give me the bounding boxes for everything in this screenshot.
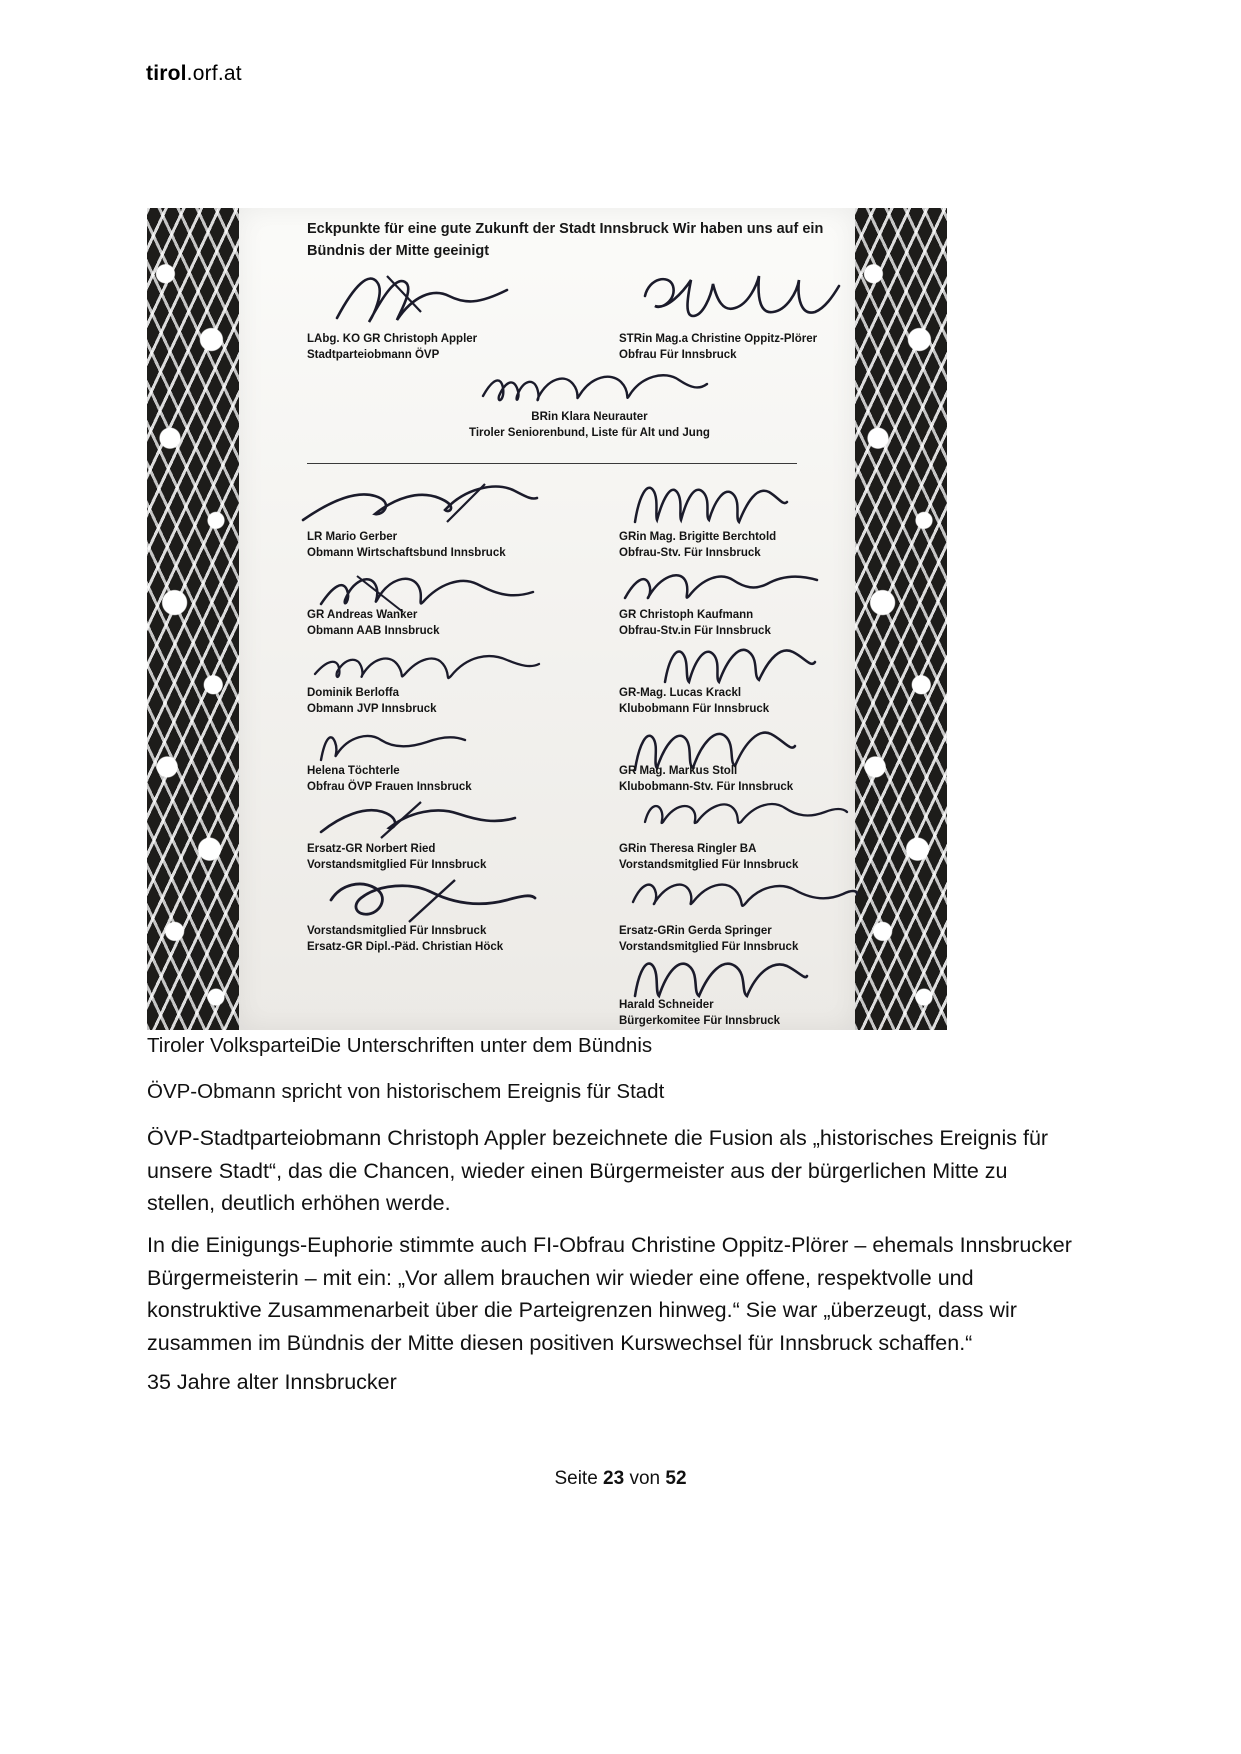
document-heading bbox=[307, 218, 855, 263]
signature-mark bbox=[639, 266, 844, 328]
signatory-name: Ersatz-GRin Gerda Springer bbox=[619, 925, 772, 937]
signatory-role: Obfrau ÖVP Frauen Innsbruck bbox=[307, 780, 472, 793]
signatory-block bbox=[469, 410, 710, 441]
signatory-role: Obmann AAB Innsbruck bbox=[307, 624, 440, 637]
signatory-name: Dominik Berloffa bbox=[307, 687, 400, 699]
paper-sheet bbox=[239, 208, 855, 1030]
signatory-name: Vorstandsmitglied Für Innsbruck bbox=[307, 925, 487, 937]
footer-current-page: 23 bbox=[603, 1468, 625, 1489]
signatory-name: GR-Mag. Lucas Krackl bbox=[619, 687, 742, 699]
signatory-name: BRin Klara Neurauter bbox=[531, 411, 648, 423]
signatory-role: Ersatz-GR Dipl.-Päd. Christian Höck bbox=[307, 940, 504, 953]
signatory-name: GR Mag. Markus Stoll bbox=[619, 765, 738, 777]
signature-mark bbox=[299, 480, 539, 528]
article-paragraph-3: 35 Jahre alter Innsbrucker bbox=[147, 1370, 397, 1394]
page-footer bbox=[0, 1468, 1241, 1490]
signatory-block bbox=[307, 686, 437, 717]
image-caption: Tiroler VolksparteiDie Unterschriften unter dem Bündnis bbox=[147, 1034, 653, 1057]
signature-mark bbox=[317, 800, 517, 842]
signatory-role: Vorstandsmitglied Für Innsbruck bbox=[619, 858, 799, 871]
signature-mark bbox=[639, 794, 849, 836]
horizontal-divider bbox=[307, 463, 797, 464]
signatory-name: GR Andreas Wanker bbox=[307, 609, 418, 621]
signature-mark bbox=[629, 476, 789, 528]
article-paragraph-1: ÖVP-Stadtparteiobmann Christoph Appler bezeichnete die Fusion als „historisches Ereignis für unsere Stadt“, das die Chancen, wieder einen Bürgermeister aus der bürgerlichen Mitte zu stellen, deutlich erhöhen werde. bbox=[147, 1126, 1049, 1216]
footer-middle: von bbox=[629, 1468, 661, 1489]
lace-pattern-left bbox=[147, 208, 239, 1030]
signatory-role: Obfrau-Stv. Für Innsbruck bbox=[619, 546, 761, 559]
signatory-block bbox=[619, 608, 771, 639]
signatory-role: Obmann JVP Innsbruck bbox=[307, 702, 437, 715]
signatory-name: STRin Mag.a Christine Oppitz-Plörer bbox=[619, 333, 818, 345]
site-label bbox=[146, 62, 242, 86]
signatory-role: Vorstandsmitglied Für Innsbruck bbox=[619, 940, 799, 953]
signatory-name: LAbg. KO GR Christoph Appler bbox=[307, 333, 478, 345]
signatory-block bbox=[307, 530, 506, 561]
document-heading-line-1: Eckpunkte für eine gute Zukunft der Stadt Innsbruck bbox=[307, 221, 669, 237]
signatory-role: Klubobmann Für Innsbruck bbox=[619, 702, 770, 715]
signature-mark bbox=[629, 952, 809, 1000]
signatory-name: LR Mario Gerber bbox=[307, 531, 398, 543]
signatory-block bbox=[619, 686, 769, 717]
signatory-name: Ersatz-GR Norbert Ried bbox=[307, 843, 436, 855]
signatory-role: Bürgerkomitee Für Innsbruck bbox=[619, 1014, 781, 1027]
signatory-block bbox=[307, 842, 486, 873]
signatory-block bbox=[307, 924, 503, 955]
site-label-bold: tirol bbox=[146, 62, 187, 85]
signatory-role: Obfrau-Stv.in Für Innsbruck bbox=[619, 624, 771, 637]
signature-document-photo bbox=[147, 208, 947, 1030]
signatory-role: Vorstandsmitglied Für Innsbruck bbox=[307, 858, 487, 871]
signature-mark bbox=[659, 638, 819, 688]
signature-mark bbox=[621, 566, 821, 612]
signatory-block bbox=[307, 764, 472, 795]
signatory-block bbox=[619, 924, 798, 955]
signature-mark bbox=[327, 878, 537, 926]
signatory-block bbox=[307, 608, 439, 639]
footer-prefix: Seite bbox=[554, 1468, 598, 1489]
signatory-name: GRin Theresa Ringler BA bbox=[619, 843, 757, 855]
lace-pattern-right bbox=[855, 208, 947, 1030]
signatory-role: Obfrau Für Innsbruck bbox=[619, 348, 737, 361]
signatory-name: GRin Mag. Brigitte Berchtold bbox=[619, 531, 777, 543]
signatory-role: Klubobmann-Stv. Für Innsbruck bbox=[619, 780, 794, 793]
signatory-block bbox=[619, 332, 817, 363]
signatory-block bbox=[619, 998, 780, 1029]
signatory-name: Helena Töchterle bbox=[307, 765, 400, 777]
signatory-block bbox=[619, 530, 776, 561]
signatory-block bbox=[619, 842, 798, 873]
footer-total-pages: 52 bbox=[665, 1468, 687, 1489]
signature-mark bbox=[479, 368, 709, 410]
signatory-name: GR Christoph Kaufmann bbox=[619, 609, 754, 621]
article-subheadline: ÖVP-Obmann spricht von historischem Ereignis für Stadt bbox=[147, 1080, 665, 1103]
signature-mark bbox=[311, 646, 541, 688]
document-heading-line-2: Wir haben uns auf ein Bündnis der Mitte geeinigt bbox=[307, 221, 824, 260]
signature-mark bbox=[629, 872, 859, 920]
signatory-block bbox=[307, 332, 477, 363]
signatory-name: Harald Schneider bbox=[619, 999, 714, 1011]
signatory-block bbox=[619, 764, 793, 795]
signature-mark bbox=[329, 270, 529, 328]
signatory-role: Stadtparteiobmann ÖVP bbox=[307, 348, 440, 361]
signatory-role: Obmann Wirtschaftsbund Innsbruck bbox=[307, 546, 506, 559]
signature-mark bbox=[317, 726, 467, 766]
article-paragraph-2: In die Einigungs-Euphorie stimmte auch FI-Obfrau Christine Oppitz-Plörer – ehemals Innsbrucker Bürgermeisterin – mit ein: „Vor allem brauchen wir wieder eine offene, respektvolle und konstruktive Zusammenarbeit über die Parteigrenzen hinweg.“ Sie war „überzeugt, dass wir zusammen im Bündnis der Mitte diesen positiven Kurswechsel für Innsbruck schaffen.“ bbox=[147, 1233, 1072, 1356]
signatory-role: Tiroler Seniorenbund, Liste für Alt und Jung bbox=[469, 426, 710, 439]
site-label-rest: .orf.at bbox=[186, 62, 242, 85]
